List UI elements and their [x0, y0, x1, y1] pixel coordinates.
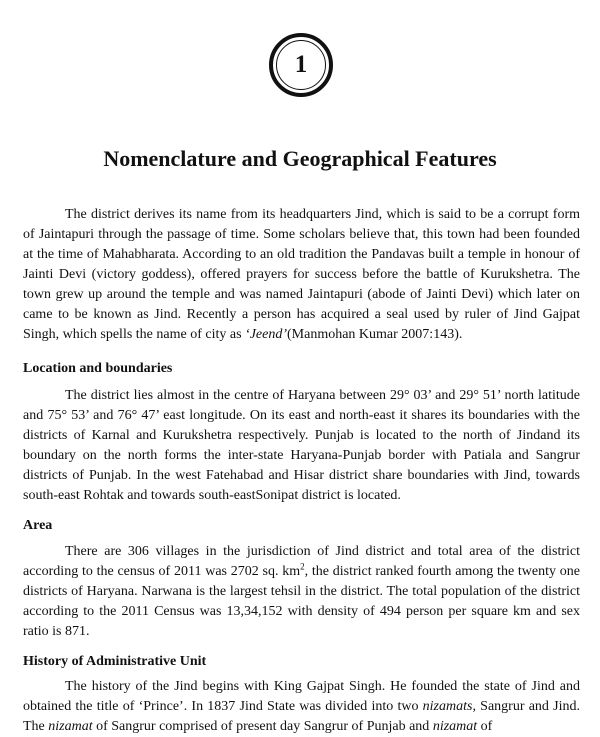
location-paragraph: The district lies almost in the centre of Haryana between 29° 03’ and 29° 51’ north latitude and 75° 53’ and 76° 47’ east longitude. On its east and north-east it shares its boundaries with the districts of Karnal and Kurukshetra respectively. Punjab is located to the north of Jindand its boundary on the north forms the inter-state Haryana-Punjab border with Patiala and Sangrur districts of Punjab. In the west Fatehabad and Hisar district share boundaries with Jind, towards south-east Rohtak and towards south-eastSonipat district is located. [23, 388, 580, 503]
area-text-1: There are 306 villages in the jurisdiction of Jind district and total area of the district according to the census of 2011 was 2702 sq. km [23, 544, 580, 579]
area-paragraph [23, 542, 580, 642]
history-heading: History of Administrative Unit [23, 654, 207, 669]
intro-italic: ‘Jeend’ [245, 327, 287, 342]
history-text-1: The history of the Jind begins with King Gajpat Singh. He founded the state of Jind and obtained the title of ‘Prince’. In 1837 Jind State was divided into two [23, 679, 580, 714]
history-italic-2: nizamat [48, 719, 93, 734]
history-text-4: of [477, 719, 493, 734]
chapter-body [23, 205, 580, 737]
chapter-title: Nomenclature and Geographical Features [103, 146, 497, 171]
area-superscript: 2 [300, 561, 305, 572]
history-paragraph [23, 677, 580, 737]
area-heading: Area [23, 518, 53, 533]
history-italic-1: nizamats, [422, 699, 476, 714]
chapter-number-badge [269, 33, 333, 97]
intro-text-2: (Manmohan Kumar 2007:143). [287, 327, 463, 342]
intro-text-1: The district derives its name from its headquarters Jind, which is said to be a corrupt form of Jaintapuri through the passage of time. Some scholars believe that, this town had been founded at the time of Mahabharata. According to an old tradition the Pandavas built a temple in honour of Jainti Devi (victory goddess), offered prayers for success before the battle of Kurukshetra. The town grew up around the temple and was named Jaintapuri (abode of Jainti Devi) which later on came to be known as Jind. Recently a person has acquired a seal used by ruler of Jind Gajpat Singh, which spells the name of city as [23, 207, 580, 342]
chapter-number: 1 [294, 51, 308, 78]
intro-paragraph [23, 205, 580, 345]
history-text-3: of Sangrur comprised of present day Sangrur of Punjab and [92, 719, 433, 734]
area-text-2: , the district ranked fourth among the twenty one districts of Haryana. Narwana is the largest tehsil in the district. The total population of the district according to the 2011 Census was 13,34,152 with density of 494 person per square km and sex ratio is 871. [23, 564, 580, 639]
history-text-2: Sangrur and Jind. The [23, 699, 580, 734]
location-heading: Location and boundaries [23, 361, 173, 376]
history-italic-3: nizamat [432, 719, 478, 734]
